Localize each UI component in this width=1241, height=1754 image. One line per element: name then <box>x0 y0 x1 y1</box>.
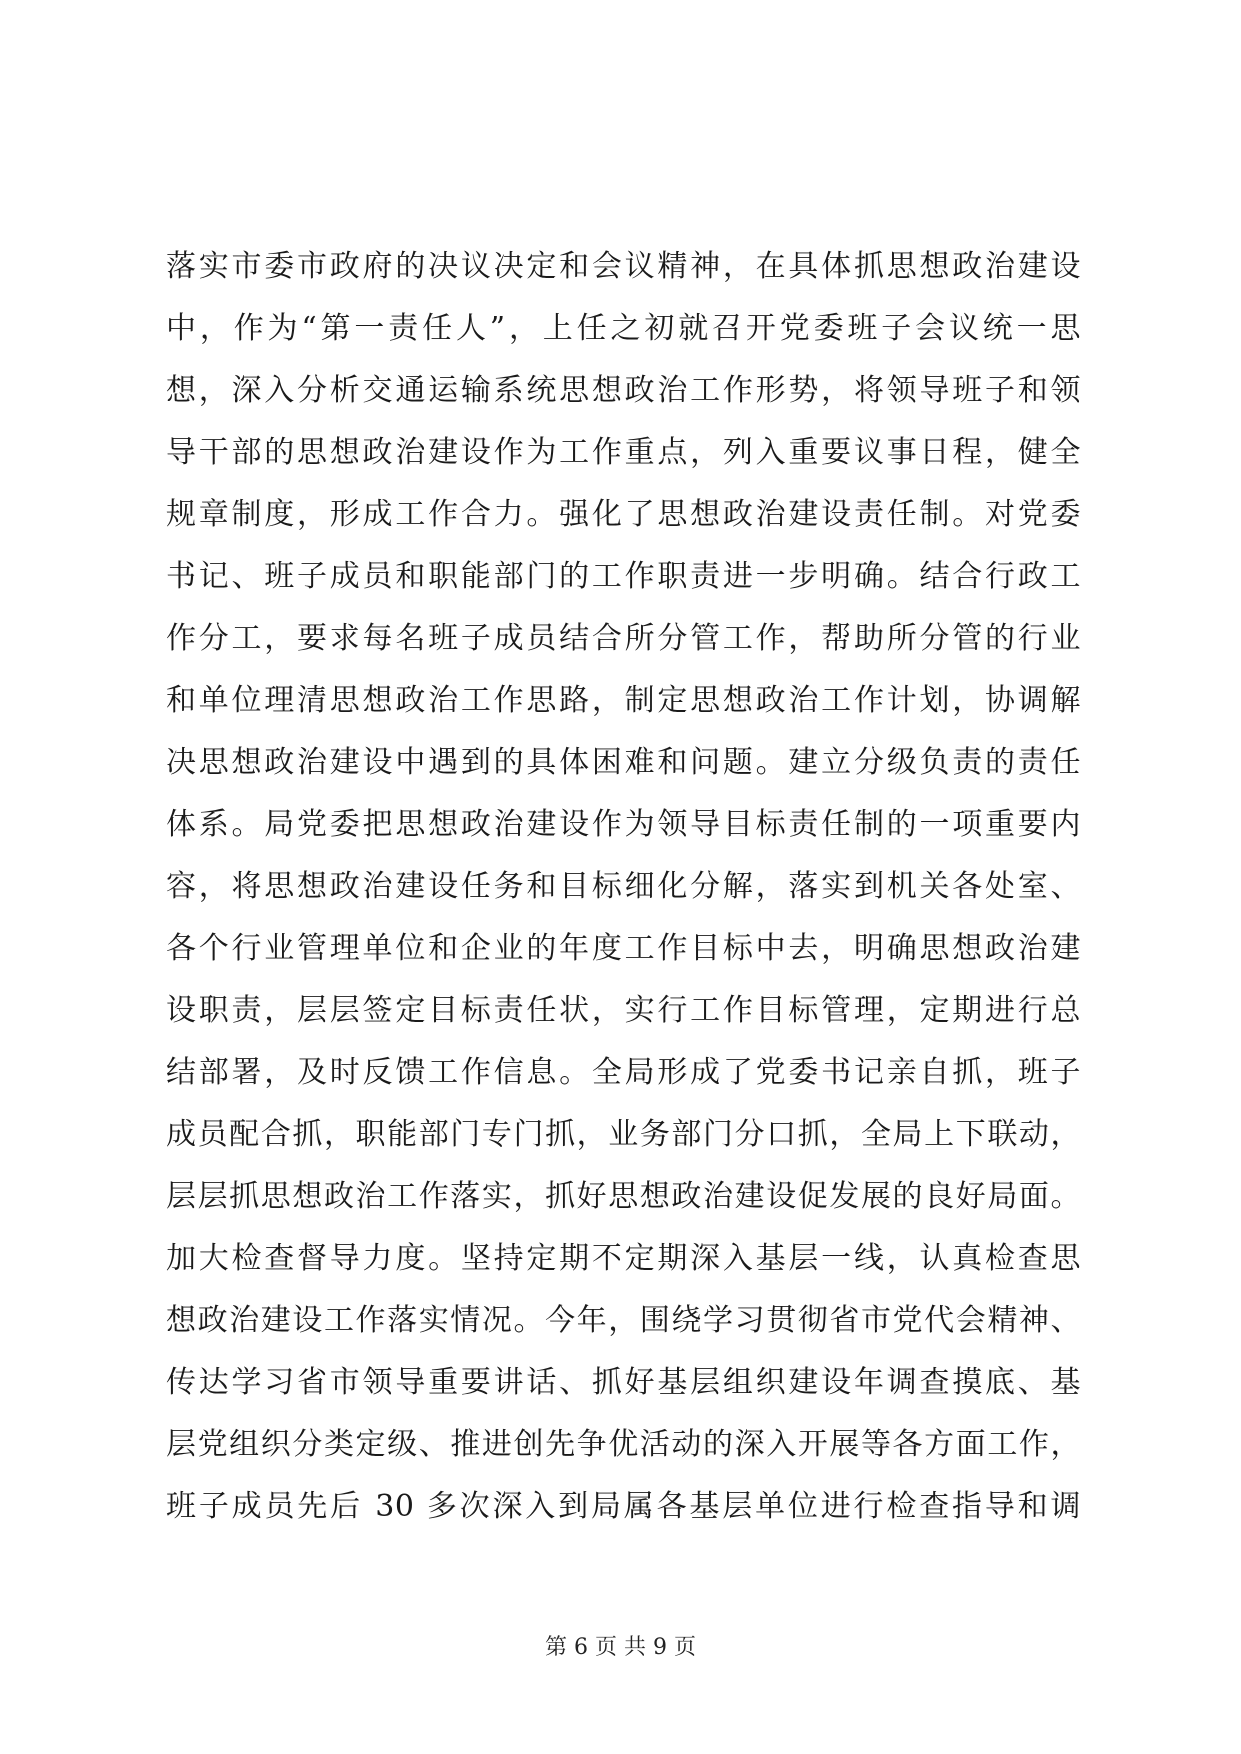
text-line: 传达学习省市领导重要讲话、抓好基层组织建设年调查摸底、基 <box>166 1365 1081 1400</box>
body-paragraph <box>166 236 1081 1538</box>
text-line: 和单位理清思想政治工作思路，制定思想政治工作计划，协调解 <box>166 683 1081 718</box>
text-line: 想政治建设工作落实情况。今年，围绕学习贯彻省市党代会精神、 <box>166 1303 1081 1338</box>
text-line: 体系。局党委把思想政治建设作为领导目标责任制的一项重要内 <box>166 807 1081 842</box>
text-line: 决思想政治建设中遇到的具体困难和问题。建立分级负责的责任 <box>166 745 1081 780</box>
text-line: 书记、班子成员和职能部门的工作职责进一步明确。结合行政工 <box>166 559 1081 594</box>
text-line: 加大检查督导力度。坚持定期不定期深入基层一线，认真检查思 <box>166 1241 1081 1276</box>
text-line: 层层抓思想政治工作落实，抓好思想政治建设促发展的良好局面。 <box>166 1179 1081 1214</box>
text-line: 成员配合抓，职能部门专门抓，业务部门分口抓，全局上下联动， <box>166 1117 1081 1152</box>
text-line: 设职责，层层签定目标责任状，实行工作目标管理，定期进行总 <box>166 993 1081 1028</box>
text-line: 规章制度，形成工作合力。强化了思想政治建设责任制。对党委 <box>166 497 1081 532</box>
text-line: 各个行业管理单位和企业的年度工作目标中去，明确思想政治建 <box>166 931 1081 966</box>
text-line: 导干部的思想政治建设作为工作重点，列入重要议事日程，健全 <box>166 435 1081 470</box>
page-number-footer: 第 6 页 共 9 页 <box>545 1635 696 1660</box>
text-line: 容，将思想政治建设任务和目标细化分解，落实到机关各处室、 <box>166 869 1081 904</box>
text-line: 中，作为“第一责任人”，上任之初就召开党委班子会议统一思 <box>166 311 1081 346</box>
text-line: 落实市委市政府的决议决定和会议精神，在具体抓思想政治建设 <box>166 249 1081 284</box>
text-line: 班子成员先后 30 多次深入到局属各基层单位进行检查指导和调 <box>166 1489 1081 1524</box>
text-line: 想，深入分析交通运输系统思想政治工作形势，将领导班子和领 <box>166 373 1081 408</box>
text-line: 结部署，及时反馈工作信息。全局形成了党委书记亲自抓，班子 <box>166 1055 1081 1090</box>
text-line: 层党组织分类定级、推进创先争优活动的深入开展等各方面工作， <box>166 1427 1081 1462</box>
text-line: 作分工，要求每名班子成员结合所分管工作，帮助所分管的行业 <box>166 621 1081 656</box>
